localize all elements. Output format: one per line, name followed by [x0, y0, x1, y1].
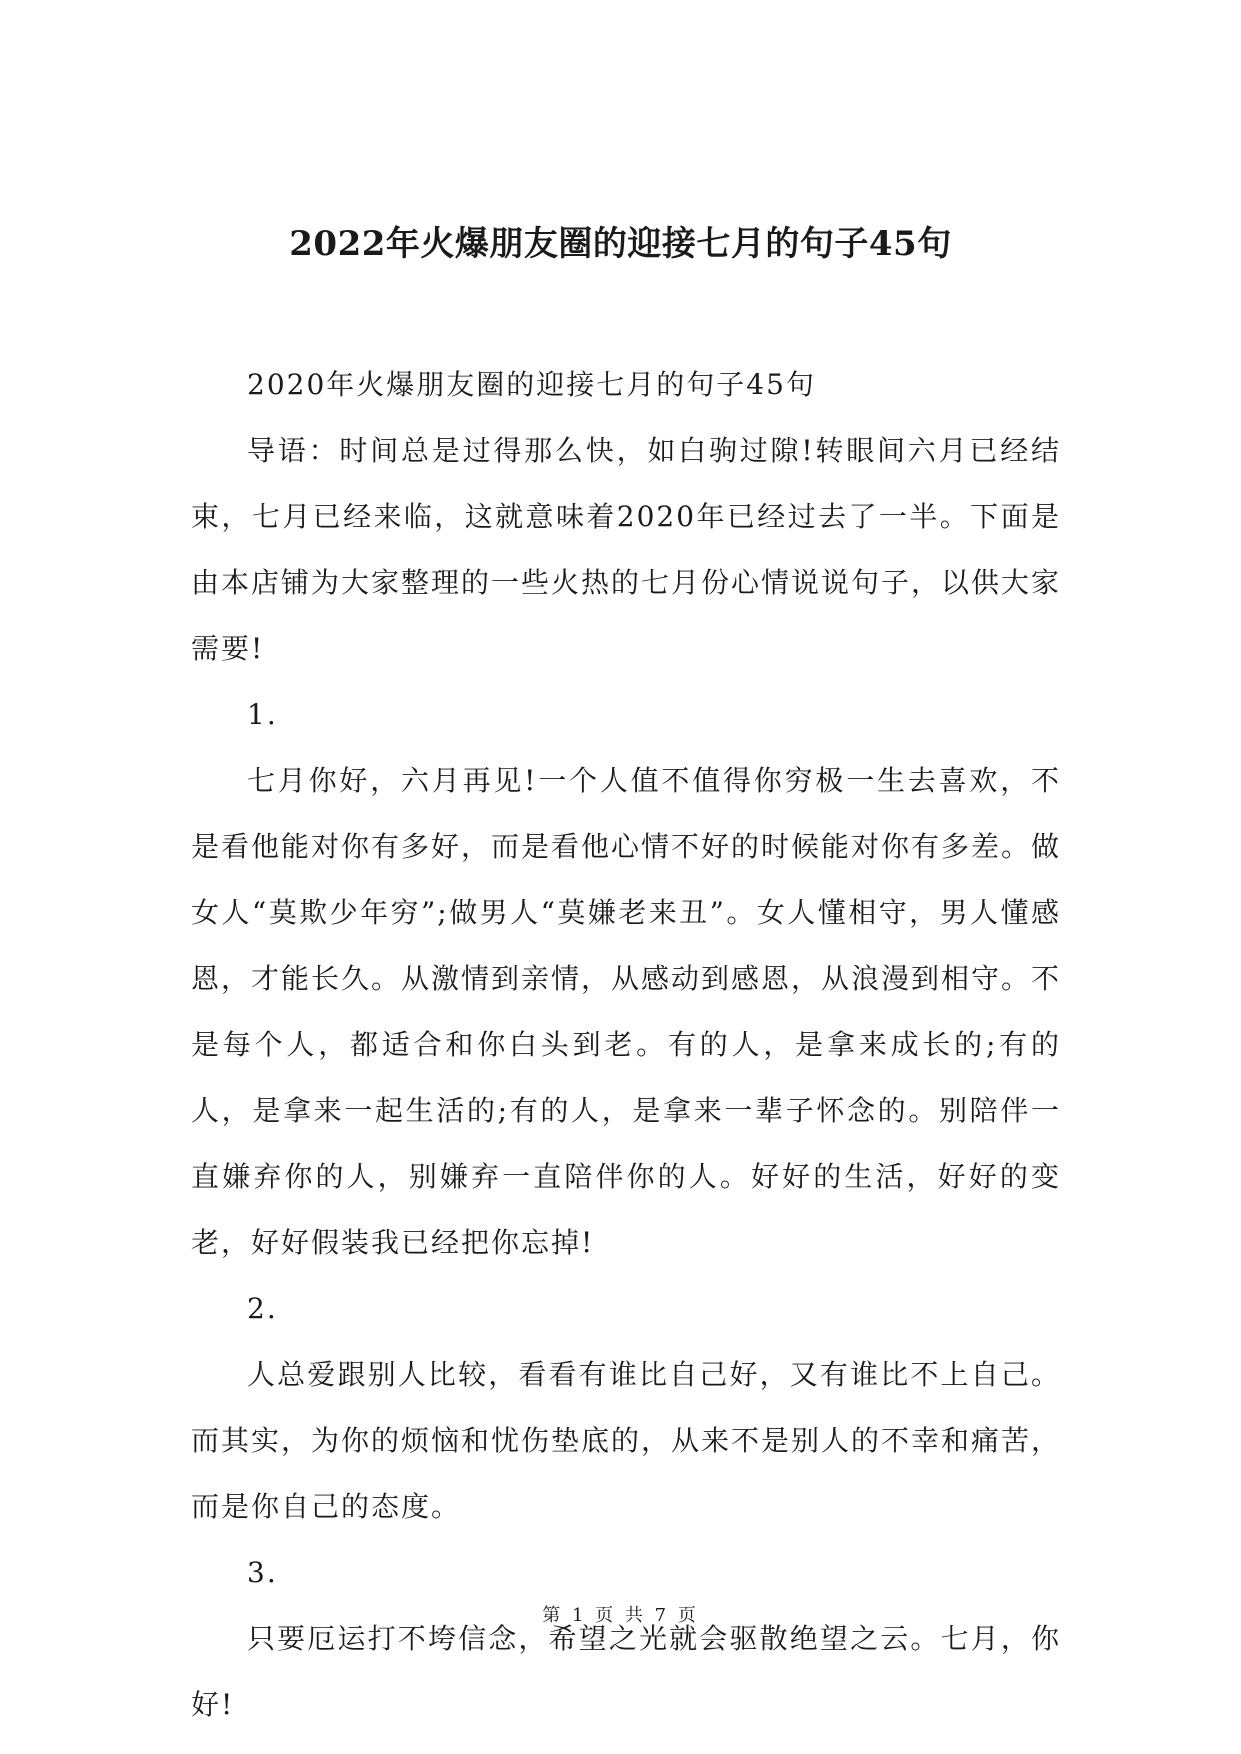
subtitle-paragraph: 2020年火爆朋友圈的迎接七月的句子45句 [247, 368, 816, 401]
intro-paragraph: 导语：时间总是过得那么快，如白驹过隙!转眼间六月已经结束，七月已经来临，这就意味着2020年已经过去了一半。下面是由本店铺为大家整理的一些火热的七月份心情说说句子，以供大家需要! [191, 434, 1062, 665]
page-footer: 第 1 页 共 7 页 [542, 1605, 699, 1626]
item-number: 2. [247, 1292, 278, 1325]
item-number: 3. [247, 1556, 278, 1589]
item-number: 1. [247, 698, 278, 731]
item-paragraph: 只要厄运打不垮信念，希望之光就会驱散绝望之云。七月，你好! [191, 1622, 1061, 1721]
item-paragraph: 七月你好，六月再见!一个人值不值得你穷极一生去喜欢，不是看他能对你有多好，而是看他心情不好的时候能对你有多差。做女人“莫欺少年穷”;做男人“莫嫌老来丑”。女人懂相守，男人懂感恩，才能长久。从激情到亲情，从感动到感恩，从浪漫到相守。不是每个人，都适合和你白头到老。有的人，是拿来成长的;有的人，是拿来一起生活的;有的人，是拿来一辈子怀念的。别陪伴一直嫌弃你的人，别嫌弃一直陪伴你的人。好好的生活，好好的变老，好好假装我已经把你忘掉! [191, 764, 1062, 1259]
document-body [191, 352, 1061, 1738]
document-title: 2022年火爆朋友圈的迎接七月的句子45句 [289, 224, 952, 264]
item-paragraph: 人总爱跟别人比较，看看有谁比自己好，又有谁比不上自己。而其实，为你的烦恼和忧伤垫底的，从来不是别人的不幸和痛苦，而是你自己的态度。 [191, 1358, 1062, 1523]
